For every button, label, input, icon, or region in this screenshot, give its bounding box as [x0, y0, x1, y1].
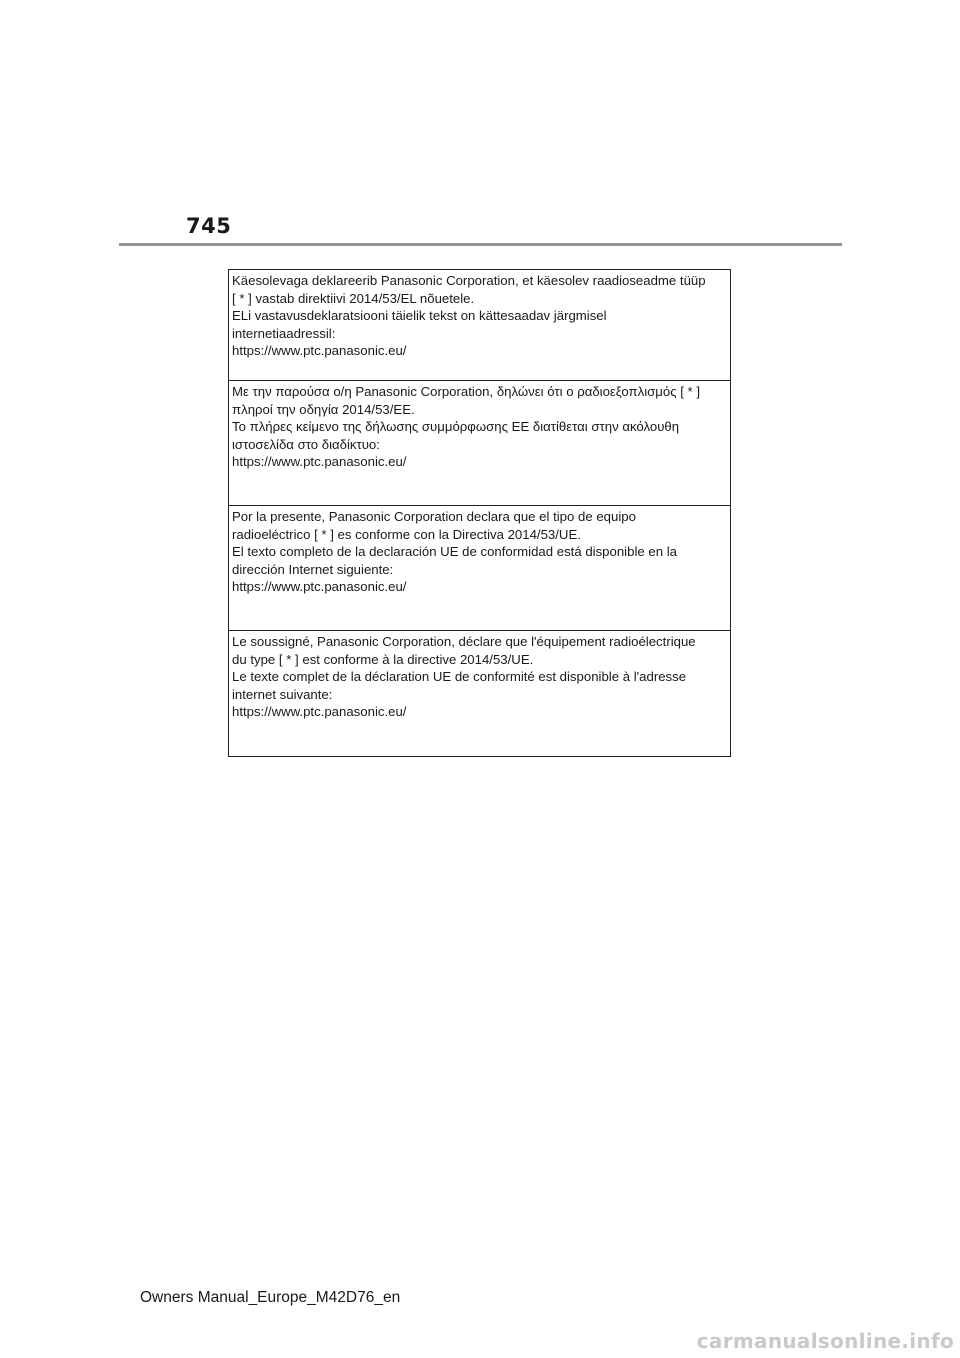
header-rule — [119, 243, 842, 246]
declaration-spanish: Por la presente, Panasonic Corporation declara que el tipo de equipo radioeléctrico [ * ] es conforme con la Directiva 2014/53/UE. El texto completo de la declaración UE de conformidad está disponible en la dirección Internet siguiente: https://www.ptc.panasonic.eu/ — [229, 506, 730, 631]
declaration-greek: Με την παρούσα ο/η Panasonic Corporation, δηλώνει ότι ο ραδιοεξοπλισμός [ * ] πληροί την οδηγία 2014/53/ΕΕ. Το πλήρες κείμενο της δήλωσης συμμόρφωσης ΕΕ διατίθεται στην ακόλουθη ιστοσελίδα στο διαδίκτυο: https://www.ptc.panasonic.eu/ — [229, 381, 730, 506]
footer-manual-id: Owners Manual_Europe_M42D76_en — [140, 1289, 401, 1306]
declaration-table — [228, 269, 731, 757]
declaration-estonian: Käesolevaga deklareerib Panasonic Corporation, et käesolev raadioseadme tüüp [ * ] vastab direktiivi 2014/53/EL nõuetele. ELi vastavusdeklaratsiooni täielik tekst on kättesaadav järgmisel internetiaadressil: https://www.ptc.panasonic.eu/ — [229, 270, 730, 381]
declaration-french: Le soussigné, Panasonic Corporation, déclare que l'équipement radioélectrique du type [ * ] est conforme à la directive 2014/53/UE. Le texte complet de la déclaration UE de conformité est disponible à l'adresse internet suivante: https://www.ptc.panasonic.eu/ — [232, 634, 696, 719]
page-number: 745 — [186, 214, 232, 238]
watermark: carmanualsonline.info — [696, 1329, 954, 1353]
